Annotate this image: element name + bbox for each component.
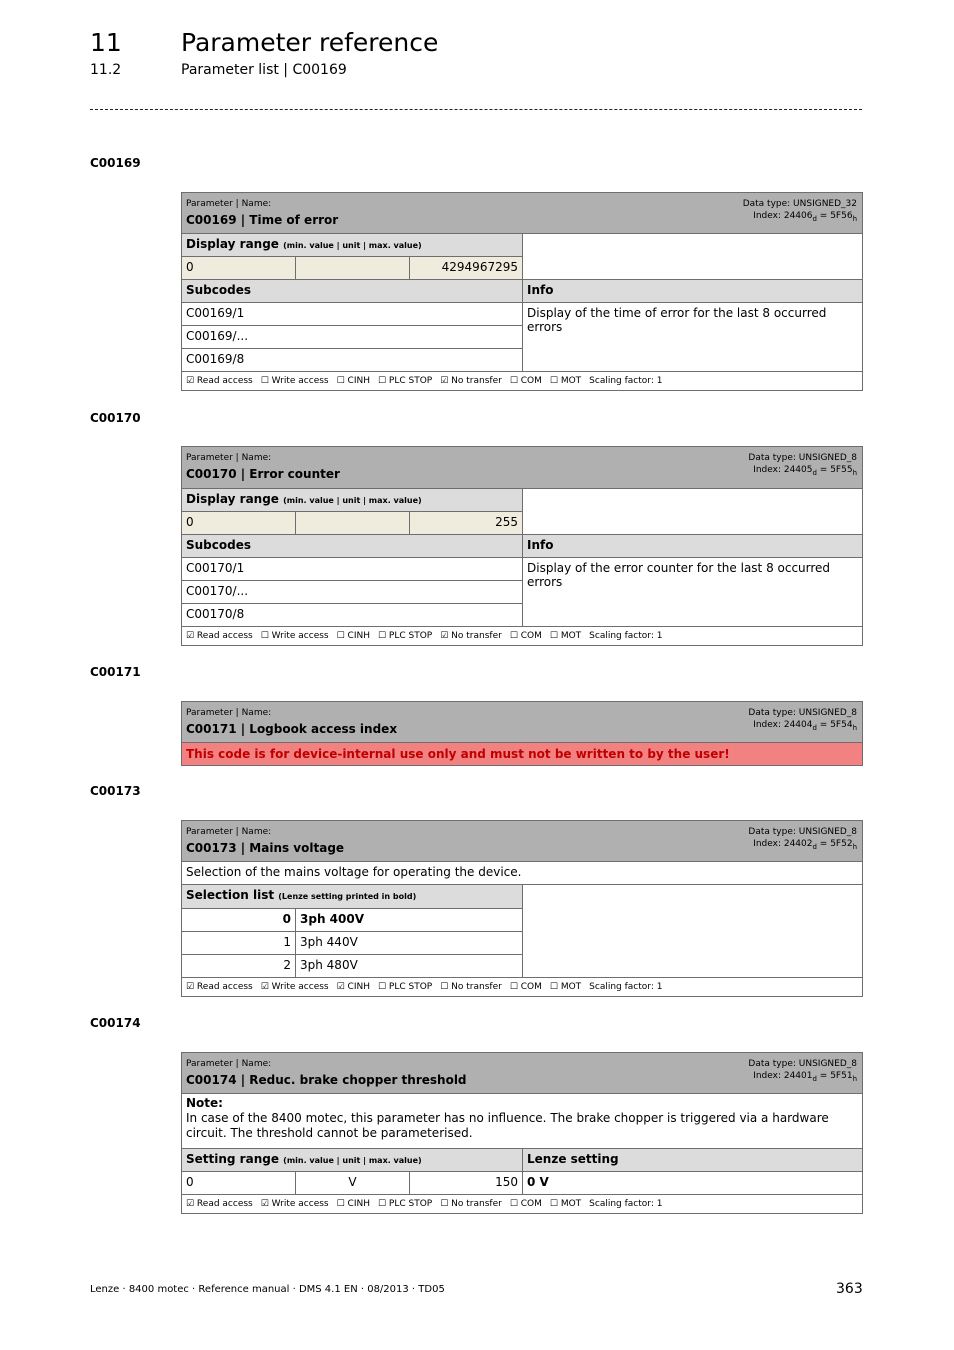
param-header	[182, 702, 862, 743]
param-name: C00174 | Reduc. brake chopper threshold	[186, 1073, 467, 1087]
document-info: Lenze · 8400 motec · Reference manual · DMS 4.1 EN · 08/2013 · TD05	[90, 1284, 445, 1295]
param-table-c00169	[181, 192, 863, 391]
param-index: Index: $24405_d = 5F55_h$	[753, 465, 857, 477]
code-heading-c00171: C00171	[90, 665, 141, 679]
param-header	[182, 447, 862, 489]
param-table-c00170	[181, 446, 863, 646]
param-header	[182, 821, 862, 862]
access-flags: ☑ Read access ☐ Write access ☐ CINH ☐ PLC STOP ☑ No transfer ☐ COM ☐ MOT Scaling factor: 1	[186, 631, 663, 641]
blank-cell	[523, 234, 862, 279]
subcode-item: C00170/1	[182, 558, 522, 581]
param-index: Index: $24402_d = 5F52_h$	[753, 839, 857, 851]
param-name-label: Parameter | Name:	[186, 708, 272, 718]
selection-option	[182, 909, 522, 932]
range-max: 150	[495, 1175, 518, 1189]
range-unit	[296, 512, 410, 534]
note-label: Note:	[186, 1096, 223, 1110]
data-type: Data type: UNSIGNED_8	[748, 708, 857, 718]
param-header	[182, 193, 862, 234]
chapter-title: Parameter reference	[181, 28, 439, 57]
code-heading-c00169: C00169	[90, 156, 141, 170]
access-flags: ☑ Read access ☑ Write access ☑ CINH ☐ PLC STOP ☐ No transfer ☐ COM ☐ MOT Scaling factor: 1	[186, 982, 663, 992]
subcode-item: C00169/8	[186, 352, 245, 366]
note-block	[182, 1094, 862, 1148]
param-table-c00174	[181, 1052, 863, 1214]
display-range-header: Display range (min. value | unit | max. value)	[182, 234, 522, 257]
internal-use-warning: This code is for device-internal use only and must not be written to by the user!	[182, 743, 862, 765]
info-text: Display of the error counter for the last 8 occurred errors	[527, 561, 831, 589]
data-type: Data type: UNSIGNED_8	[748, 827, 857, 837]
param-name-label: Parameter | Name:	[186, 827, 272, 837]
subcodes-header: Subcodes	[182, 280, 523, 302]
blank-cell	[523, 489, 862, 534]
param-index: Index: $24404_d = 5F54_h$	[753, 720, 857, 732]
info-header: Info	[523, 535, 862, 557]
subcode-item: C00169/...	[182, 326, 522, 349]
subcode-item: C00169/1	[182, 303, 522, 326]
param-table-c00171	[181, 701, 863, 766]
data-type: Data type: UNSIGNED_8	[748, 1059, 857, 1069]
header-divider	[90, 109, 862, 110]
section-number: 11.2	[90, 62, 122, 78]
info-text: Display of the time of error for the last 8 occurred errors	[527, 306, 827, 334]
display-range-header: Display range (min. value | unit | max. value)	[182, 489, 522, 512]
param-header	[182, 1053, 862, 1094]
blank-cell	[523, 885, 862, 977]
param-name: C00169 | Time of error	[186, 213, 339, 227]
range-min: 0	[182, 257, 296, 279]
selection-option	[182, 932, 522, 955]
range-max: 255	[410, 512, 522, 534]
code-heading-c00174: C00174	[90, 1016, 141, 1030]
page-number: 363	[836, 1281, 863, 1297]
subcodes-header: Subcodes	[182, 535, 523, 557]
option-label: 3ph 400V	[300, 912, 364, 926]
param-table-c00173	[181, 820, 863, 997]
lenze-setting-header: Lenze setting	[523, 1149, 862, 1171]
subcode-item: C00170/8	[186, 607, 245, 621]
param-name: C00173 | Mains voltage	[186, 841, 345, 855]
option-label: 3ph 440V	[300, 935, 358, 949]
param-name: C00170 | Error counter	[186, 467, 340, 481]
option-value: 1	[182, 932, 296, 954]
param-index: Index: $24406_d = 5F56_h$	[753, 211, 857, 223]
range-min: 0	[182, 1172, 296, 1194]
param-name-label: Parameter | Name:	[186, 453, 272, 463]
code-heading-c00173: C00173	[90, 784, 141, 798]
data-type: Data type: UNSIGNED_8	[748, 453, 857, 463]
option-value: 0	[182, 909, 296, 931]
data-type: Data type: UNSIGNED_32	[742, 199, 857, 209]
param-name-label: Parameter | Name:	[186, 1059, 272, 1069]
selection-option	[182, 955, 522, 978]
range-unit	[296, 257, 410, 279]
param-name: C00171 | Logbook access index	[186, 722, 398, 736]
param-name-label: Parameter | Name:	[186, 199, 272, 209]
option-value: 2	[182, 955, 296, 978]
access-flags: ☑ Read access ☑ Write access ☐ CINH ☐ PLC STOP ☐ No transfer ☐ COM ☐ MOT Scaling factor: 1	[186, 1199, 663, 1209]
chapter-number: 11	[90, 28, 122, 57]
access-flags: ☑ Read access ☐ Write access ☐ CINH ☐ PLC STOP ☑ No transfer ☐ COM ☐ MOT Scaling factor: 1	[186, 376, 663, 386]
subcode-item: C00170/...	[182, 581, 522, 604]
range-min: 0	[182, 512, 296, 534]
lenze-setting-value: 0 V	[527, 1175, 549, 1189]
param-description: Selection of the mains voltage for operating the device.	[186, 865, 522, 879]
range-max: 4294967295	[410, 257, 522, 279]
option-label: 3ph 480V	[300, 958, 358, 972]
code-heading-c00170: C00170	[90, 411, 141, 425]
param-index: Index: $24401_d = 5F51_h$	[753, 1071, 857, 1083]
setting-range-header: Setting range (min. value | unit | max. value)	[182, 1149, 523, 1171]
info-header: Info	[523, 280, 862, 302]
range-unit: V	[296, 1172, 410, 1194]
selection-list-header: Selection list (Lenze setting printed in bold)	[182, 885, 522, 909]
section-title: Parameter list | C00169	[181, 62, 347, 78]
note-text: In case of the 8400 motec, this parameter has no influence. The brake chopper is triggered via a hardware circuit. The threshold cannot be parameterised.	[186, 1111, 829, 1140]
